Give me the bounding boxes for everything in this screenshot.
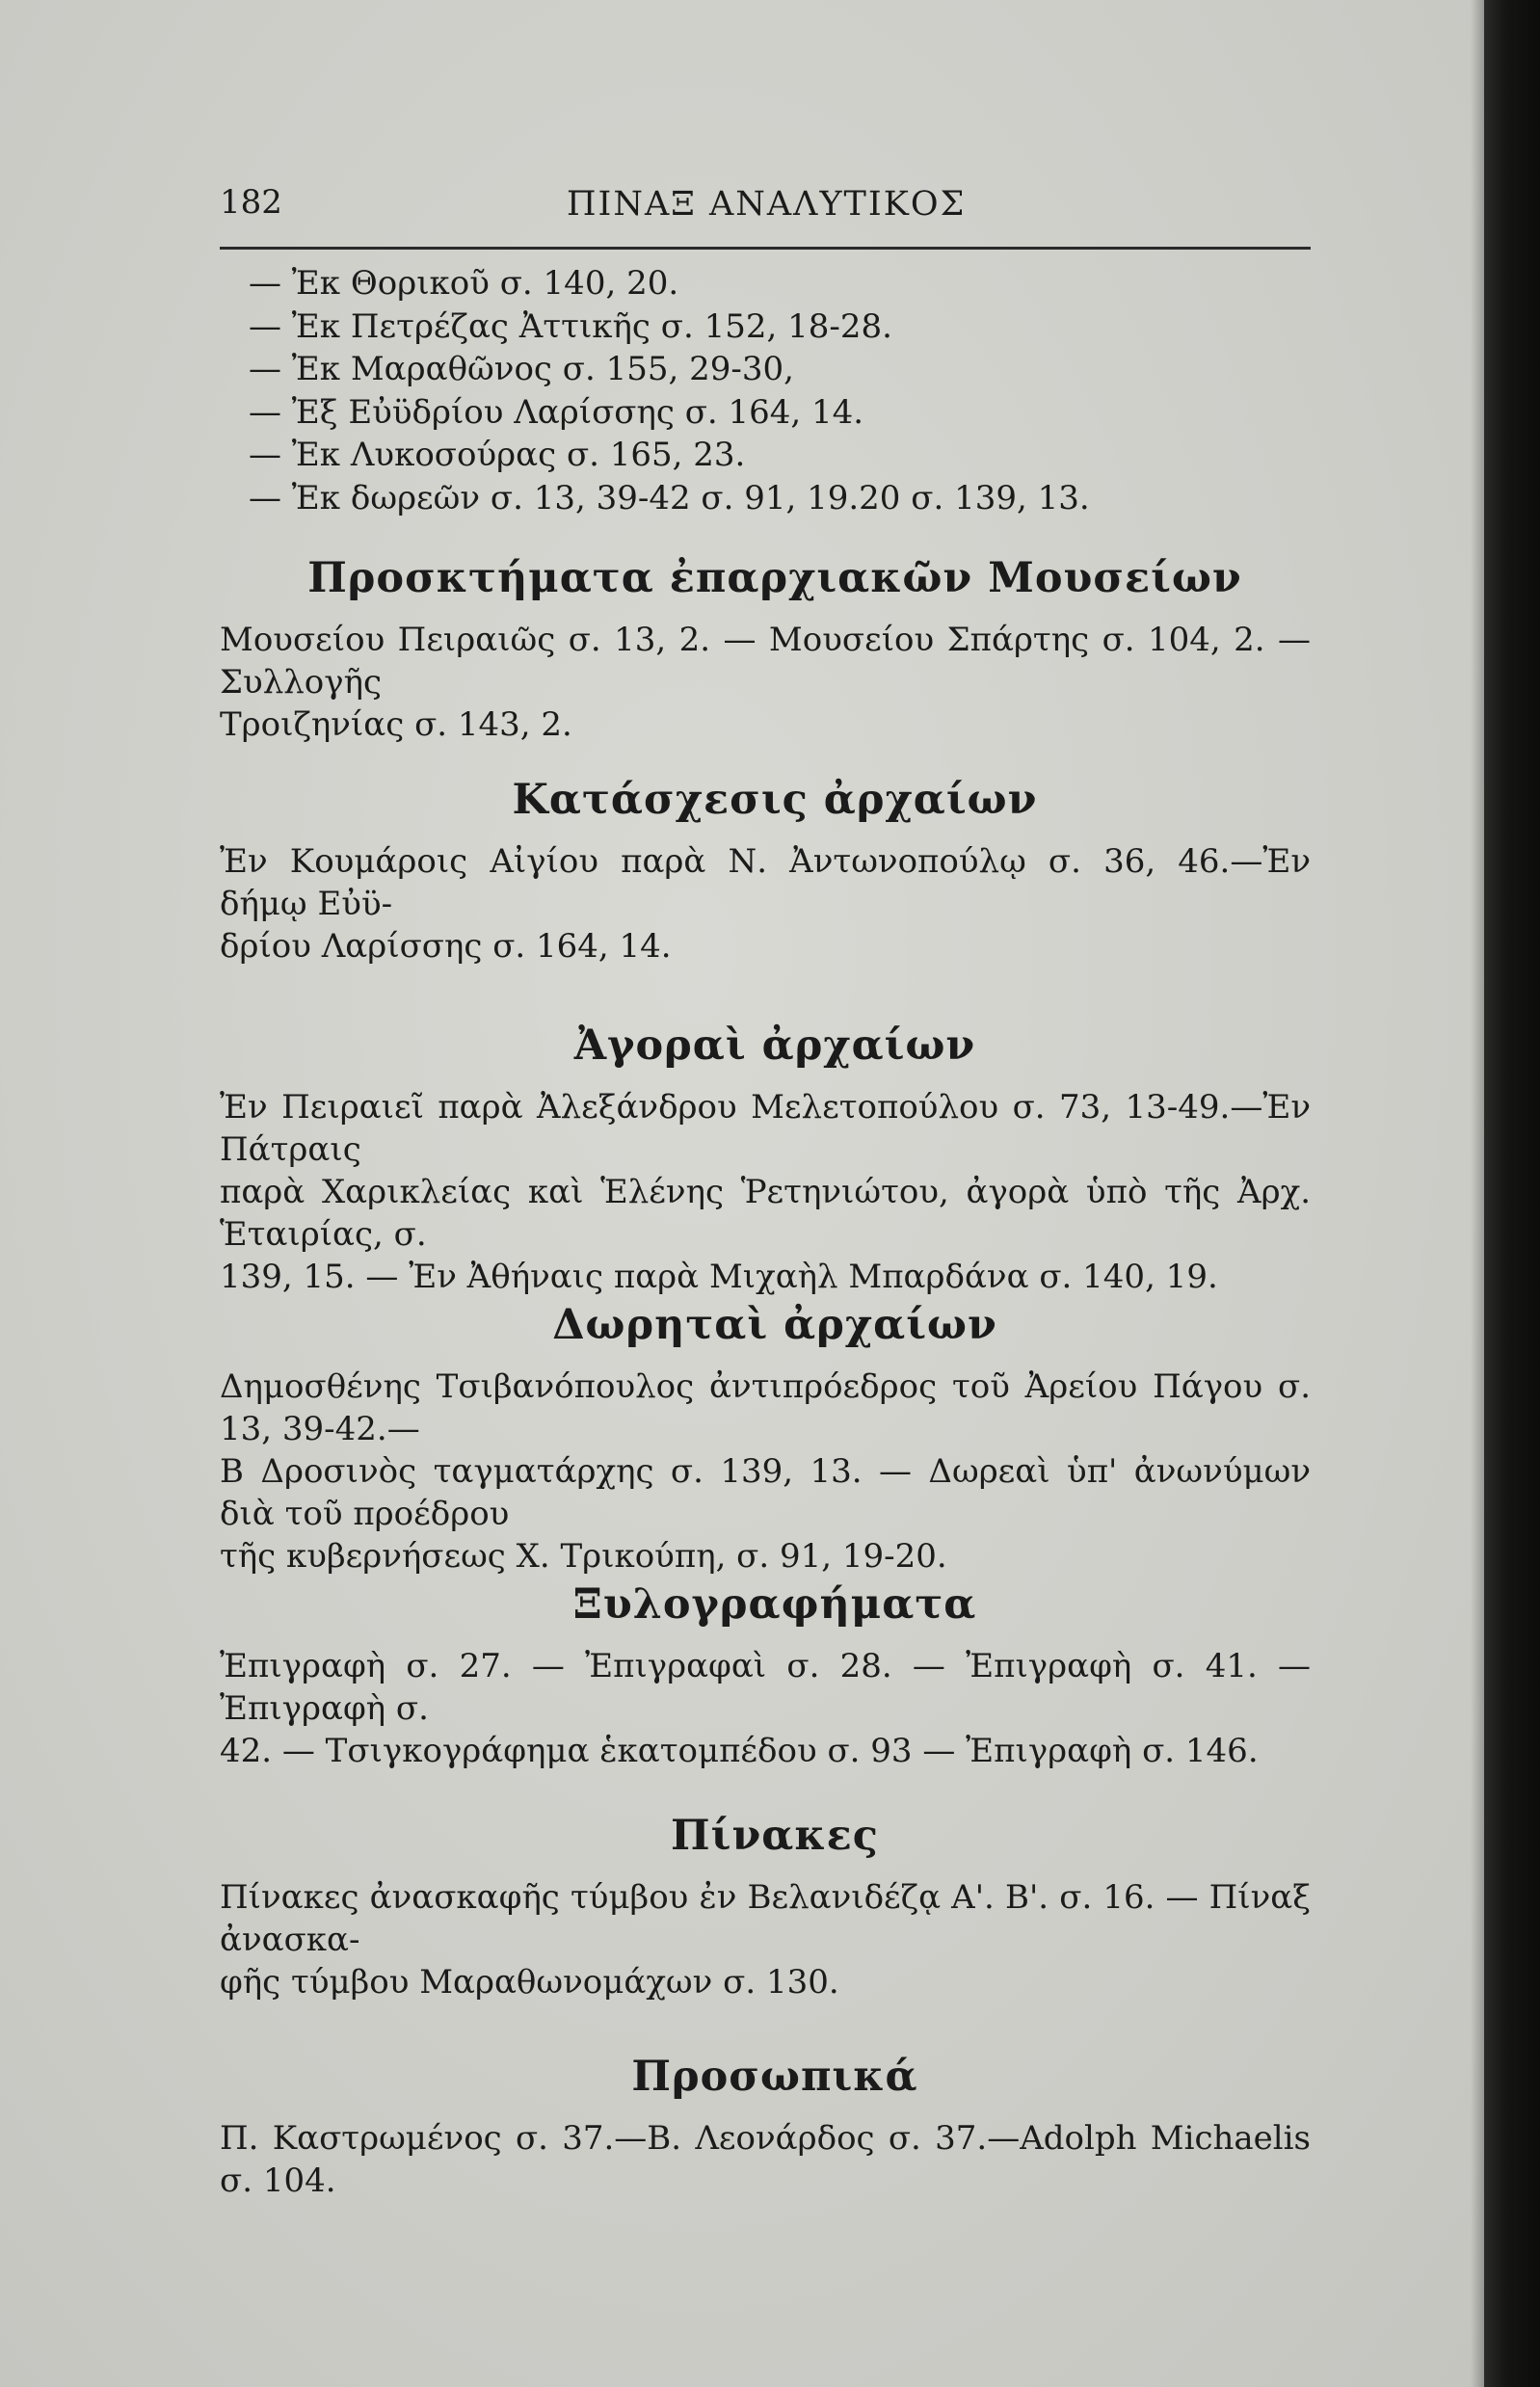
text-line: Πίνακες ἀνασκαφῆς τύμβου ἐν Βελανιδέζᾳ Α'. Β'. σ. 16. — Πίναξ ἀνασκα-: [220, 1878, 1311, 1959]
section-text: [220, 1876, 1311, 2003]
text-line: Π. Καστρωμένος σ. 37.—Β. Λεονάρδος σ. 37.—Adolph Michaelis σ. 104.: [220, 2119, 1311, 2200]
section-text: [220, 840, 1311, 968]
text-line: παρὰ Χαρικλείας καὶ Ἑλένης Ῥετηνιώτου, ἀγορὰ ὑπὸ τῆς Ἀρχ. Ἑταιρίας, σ.: [220, 1173, 1311, 1254]
text-line: δρίου Λαρίσσης σ. 164, 14.: [220, 927, 672, 966]
list-item: — Ἐκ δωρεῶν σ. 13, 39-42 σ. 91, 19.20 σ. 139, 13.: [249, 478, 1090, 517]
text-line: Μουσείου Πειραιῶς σ. 13, 2. — Μουσείου Σπάρτης σ. 104, 2. — Συλλογῆς: [220, 621, 1311, 702]
section-donors: [220, 1296, 1311, 1578]
section-text: [220, 1086, 1311, 1298]
section-tables: [220, 1807, 1311, 2003]
text-line: 139, 15. — Ἐν Ἀθήναις παρὰ Μιχαὴλ Μπαρδάνα σ. 140, 19.: [220, 1258, 1218, 1296]
book-spine: [1484, 0, 1540, 2387]
header-rule: [220, 247, 1311, 250]
section-text: [220, 1645, 1311, 1772]
section-purchases: [220, 1017, 1311, 1298]
page-number: 182: [220, 183, 282, 222]
running-title: ΠΙΝΑΞ ΑΝΑΛΥΤΙΚΟΣ: [567, 185, 967, 224]
text-line: Ἐπιγραφὴ σ. 27. — Ἐπιγραφαὶ σ. 28. — Ἐπιγραφὴ σ. 41. — Ἐπιγραφὴ σ.: [220, 1647, 1311, 1728]
text-line: 42. — Τσιγκογράφημα ἑκατομπέδου σ. 93 — Ἐπιγραφὴ σ. 146.: [220, 1732, 1259, 1770]
text-line: Τροιζηνίας σ. 143, 2.: [220, 705, 572, 744]
section-personnel: [220, 2048, 1311, 2202]
text-line: τῆς κυβερνήσεως Χ. Τρικούπη, σ. 91, 19-20.: [220, 1537, 947, 1576]
section-heading: Προσκτήματα ἐπαρχιακῶν Μουσείων: [307, 554, 1242, 602]
list-item: — Ἐξ Εὐϋδρίου Λαρίσσης σ. 164, 14.: [249, 392, 864, 432]
section-heading: Ξυλογραφήματα: [572, 1580, 977, 1629]
text-line: Ἐν Πειραιεῖ παρὰ Ἀλεξάνδρου Μελετοπούλου σ. 73, 13-49.—Ἐν Πάτραις: [220, 1088, 1311, 1169]
page-header: [220, 183, 1309, 241]
spine-shadow: [1471, 0, 1484, 2387]
section-heading: Προσωπικά: [631, 2053, 918, 2101]
section-heading: Δωρηταὶ ἀρχαίων: [552, 1301, 997, 1349]
text-line: Δημοσθένης Τσιβανόπουλος ἀντιπρόεδρος τοῦ Ἀρείου Πάγου σ. 13, 39-42.—: [220, 1367, 1311, 1448]
intro-list: [249, 262, 1309, 520]
text-line: Β Δροσινὸς ταγματάρχης σ. 139, 13. — Δωρεαὶ ὑπ' ἀνωνύμων διὰ τοῦ προέδρου: [220, 1452, 1311, 1533]
section-heading: Ἀγοραὶ ἀρχαίων: [573, 1021, 976, 1070]
section-text: [220, 2117, 1311, 2202]
text-line: φῆς τύμβου Μαραθωνομάχων σ. 130.: [220, 1963, 839, 2002]
list-item: — Ἐκ Μαραθῶνος σ. 155, 29-30,: [249, 350, 794, 389]
list-item: — Ἐκ Πετρέζας Ἀττικῆς σ. 152, 18-28.: [249, 306, 892, 346]
list-item: — Ἐκ Θορικοῦ σ. 140, 20.: [249, 264, 679, 303]
section-heading: Πίνακες: [671, 1812, 879, 1860]
section-confiscation: [220, 771, 1311, 968]
section-museum-acquisitions: [220, 549, 1311, 746]
text-line: Ἐν Κουμάροις Αἰγίου παρὰ Ν. Ἀντωνοπούλῳ σ. 36, 46.—Ἐν δήμῳ Εὐϋ-: [220, 842, 1311, 923]
list-item: — Ἐκ Λυκοσούρας σ. 165, 23.: [249, 436, 746, 475]
section-heading: Κατάσχεσις ἀρχαίων: [512, 776, 1038, 824]
section-text: [220, 619, 1311, 746]
section-woodcuts: [220, 1576, 1311, 1772]
section-text: [220, 1366, 1311, 1578]
